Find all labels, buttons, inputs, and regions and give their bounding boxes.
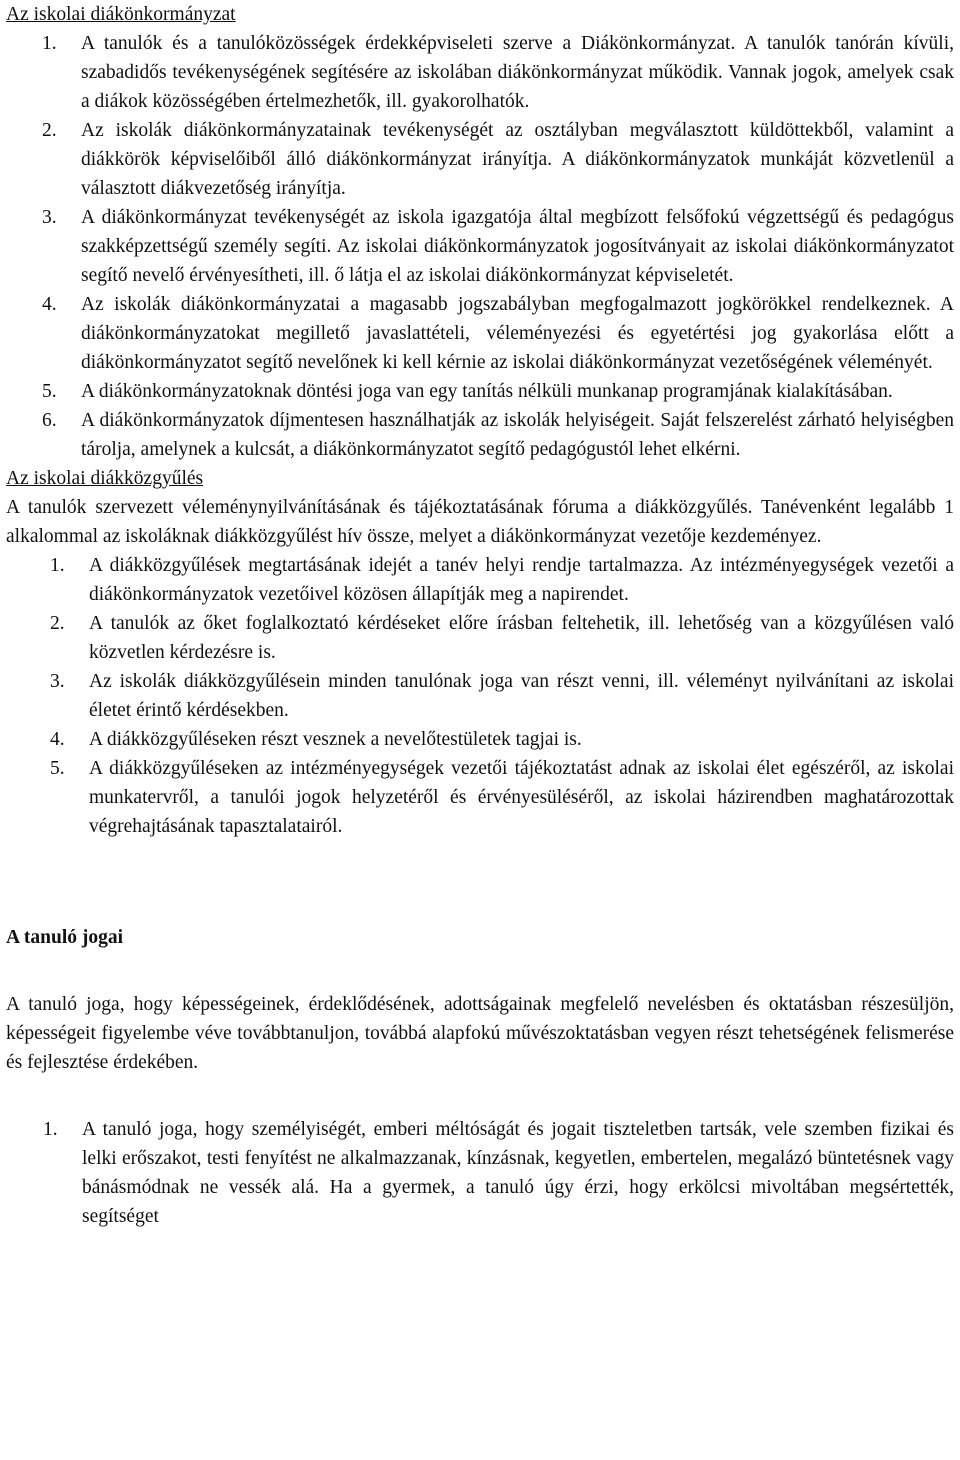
list-item [6, 406, 954, 464]
list-item [6, 609, 954, 667]
item-text: A diákközgyűlések megtartásának idejét a tanév helyi rendje tartalmazza. Az intézményegységek vezetői a diákönkormányzatok vezetőivel közösen állapítják meg a napirendet. [89, 555, 954, 605]
section-heading-diakkozgyules: Az iskolai diákközgyűlés [6, 468, 204, 489]
list-item [6, 725, 954, 754]
item-number: 3. [50, 671, 65, 692]
item-text: A diákönkormányzatok díjmentesen használhatják az iskolák helyiségeit. Saját felszerelést zárható helyiségben tárolja, amelynek a kulcsát, a diákönkormányzatot segítő pedagógustól lehet elkérni. [81, 410, 954, 460]
item-text: A tanulók és a tanulóközösségek érdekképviseleti szerve a Diákönkormányzat. A tanulók tanórán kívüli, szabadidős tevékenységének segítésére az iskolában diákönkormányzat működik. Vannak jogok, amelyek csak a diákok közösségében értelmezhetők, ill. gyakorolhatók. [81, 33, 954, 112]
list-item [6, 290, 954, 377]
list-item [6, 667, 954, 725]
diakkozgyules-list [6, 551, 954, 841]
item-number: 5. [42, 381, 57, 402]
section-heading-tanulo-jogai: A tanuló jogai [6, 927, 124, 948]
list-item [6, 1115, 954, 1231]
item-text: Az iskolák diákönkormányzatainak tevékenységét az osztályban megválasztott küldöttekből, valamint a diákkörök képviselőiből álló diákönkormányzat irányítja. A diákönkormányzatok munkáját közvetlenül a választott diákvezetőség irányítja. [81, 120, 954, 199]
item-number: 1. [43, 1119, 58, 1140]
list-item [6, 29, 954, 116]
item-number: 5. [50, 758, 65, 779]
tanulo-jogai-list [6, 1115, 954, 1231]
item-number: 2. [42, 120, 57, 141]
item-number: 3. [42, 207, 57, 228]
item-number: 2. [50, 613, 65, 634]
list-item [6, 377, 954, 406]
item-number: 6. [42, 410, 57, 431]
item-number: 4. [50, 729, 65, 750]
section-heading-diakonkormanyzat: Az iskolai diákönkormányzat [6, 4, 236, 25]
tanulo-jogai-intro: A tanuló joga, hogy képességeinek, érdeklődésének, adottságainak megfelelő nevelésben és oktatásban részesüljön, képességeit figyelembe véve továbbtanuljon, továbbá alapfokú művészoktatásban vegyen részt tehetségének felismerése és fejlesztése érdekében. [6, 994, 954, 1073]
item-number: 4. [42, 294, 57, 315]
document-page [6, 0, 954, 1231]
item-number: 1. [50, 555, 65, 576]
diakonkormanyzat-list [6, 29, 954, 464]
spacer [6, 952, 954, 990]
spacer [6, 1077, 954, 1115]
spacer [6, 841, 954, 923]
item-text: A diákönkormányzat tevékenységét az iskola igazgatója által megbízott felsőfokú végzettségű és pedagógus szakképzettségű személy segíti. Az iskolai diákönkormányzatok jogosítványait az iskolai diákönkormányzatot segítő nevelő érvényesítheti, ill. ő látja el az iskolai diákönkormányzat képviseletét. [81, 207, 954, 286]
item-text: Az iskolák diákönkormányzatai a magasabb jogszabályban megfogalmazott jogkörökkel rendelkeznek. A diákönkormányzatokat megillető javaslattételi, véleményezési és egyetértési jog gyakorlása előtt a diákönkormányzatot segítő nevelőnek ki kell kérnie az iskolai diákönkormányzat vezetőségének véleményét. [81, 294, 954, 373]
list-item [6, 116, 954, 203]
item-text: Az iskolák diákközgyűlésein minden tanulónak joga van részt venni, ill. véleményt nyilvánítani az iskolai életet érintő kérdésekben. [89, 671, 954, 721]
list-item [6, 754, 954, 841]
item-text: A diákközgyűléseken részt vesznek a nevelőtestületek tagjai is. [89, 729, 582, 750]
list-item [6, 203, 954, 290]
list-item [6, 551, 954, 609]
item-text: A diákközgyűléseken az intézményegységek vezetői tájékoztatást adnak az iskolai élet egészéről, az iskolai munkatervről, a tanulói jogok helyzetéről és érvényesüléséről, az iskolai házirendben maghatározottak végrehajtásának tapasztalatairól. [89, 758, 954, 837]
item-number: 1. [42, 33, 57, 54]
item-text: A diákönkormányzatoknak döntési joga van egy tanítás nélküli munkanap programjának kialakításában. [81, 381, 893, 402]
item-text: A tanuló joga, hogy személyiségét, emberi méltóságát és jogait tiszteletben tartsák, vele szemben fizikai és lelki erőszakot, testi fenyítést ne alkalmazzanak, kínzásnak, kegyetlen, embertelen, megalázó büntetésnek vagy bánásmódnak ne vessék alá. Ha a gyermek, a tanuló úgy érzi, hogy erkölcsi mivoltában megsértették, segítséget [82, 1119, 954, 1227]
diakkozgyules-intro: A tanulók szervezett véleménynyilvánításának és tájékoztatásának fóruma a diákközgyűlés. Tanévenként legalább 1 alkalommal az iskoláknak diákközgyűlést hív össze, melyet a diákönkormányzat vezetője kezdeményez. [6, 497, 954, 547]
item-text: A tanulók az őket foglalkoztató kérdéseket előre írásban feltehetik, ill. lehetőség van a közgyűlésen való közvetlen kérdezésre is. [89, 613, 954, 663]
